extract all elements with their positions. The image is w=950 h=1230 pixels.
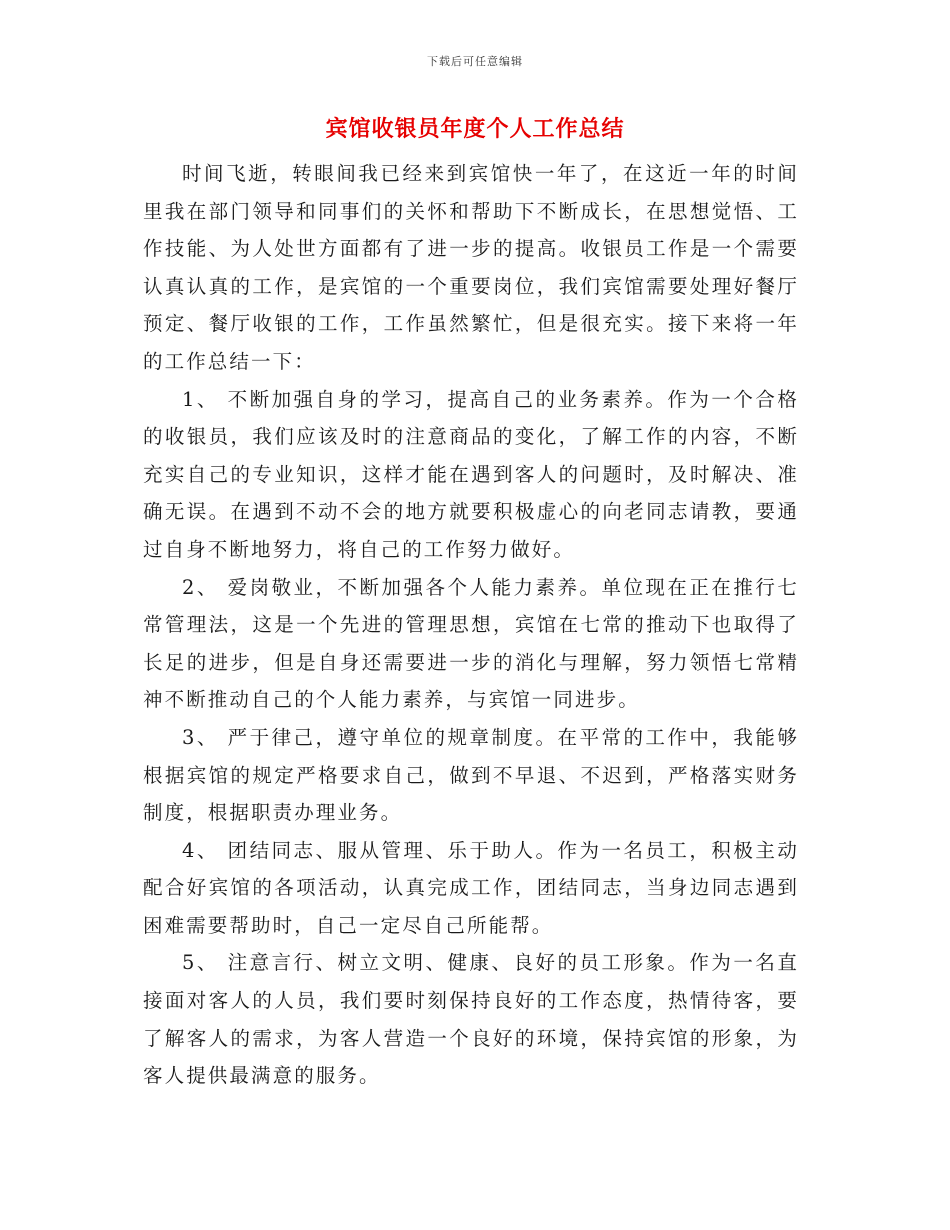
paragraph-item-2: 2、 爱岗敬业，不断加强各个人能力素养。单位现在正在推行七常管理法，这是一个先进的管理思想，宾馆在七常的推动下也取得了长足的进步，但是自身还需要进一步的消化与理解，努力领悟七常精神不断推动自己的个人能力素养，与宾馆一同进步。 <box>143 575 799 712</box>
header-note: 下载后可任意编辑 <box>427 55 523 68</box>
document-title: 宾馆收银员年度个人工作总结 <box>325 116 625 142</box>
paragraph-item-1: 1、 不断加强自身的学习，提高自己的业务素养。作为一个合格的收银员，我们应该及时的注意商品的变化，了解工作的内容，不断充实自己的专业知识，这样才能在遇到客人的问题时，及时解决、准确无误。在遇到不动不会的地方就要积极虚心的向老同志请教，要通过自身不断地努力，将自己的工作努力做好。 <box>143 387 799 561</box>
document-body <box>143 155 799 1095</box>
paragraph-item-3: 3、 严于律己，遵守单位的规章制度。在平常的工作中，我能够根据宾馆的规定严格要求自己，做到不早退、不迟到，严格落实财务制度，根据职责办理业务。 <box>143 725 799 825</box>
paragraph-item-4: 4、 团结同志、服从管理、乐于助人。作为一名员工，积极主动配合好宾馆的各项活动，认真完成工作，团结同志，当身边同志遇到困难需要帮助时，自己一定尽自己所能帮。 <box>143 838 799 937</box>
paragraph-item-5: 5、 注意言行、树立文明、健康、良好的员工形象。作为一名直接面对客人的人员，我们要时刻保持良好的工作态度，热情待客，要了解客人的需求，为客人营造一个良好的环境，保持宾馆的形象，为客人提供最满意的服务。 <box>143 951 799 1088</box>
intro-paragraph: 时间飞逝，转眼间我已经来到宾馆快一年了，在这近一年的时间里我在部门领导和同事们的关怀和帮助下不断成长，在思想觉悟、工作技能、为人处世方面都有了进一步的提高。收银员工作是一个需要认真认真的工作，是宾馆的一个重要岗位，我们宾馆需要处理好餐厅预定、餐厅收银的工作，工作虽然繁忙，但是很充实。接下来将一年的工作总结一下： <box>143 162 799 373</box>
